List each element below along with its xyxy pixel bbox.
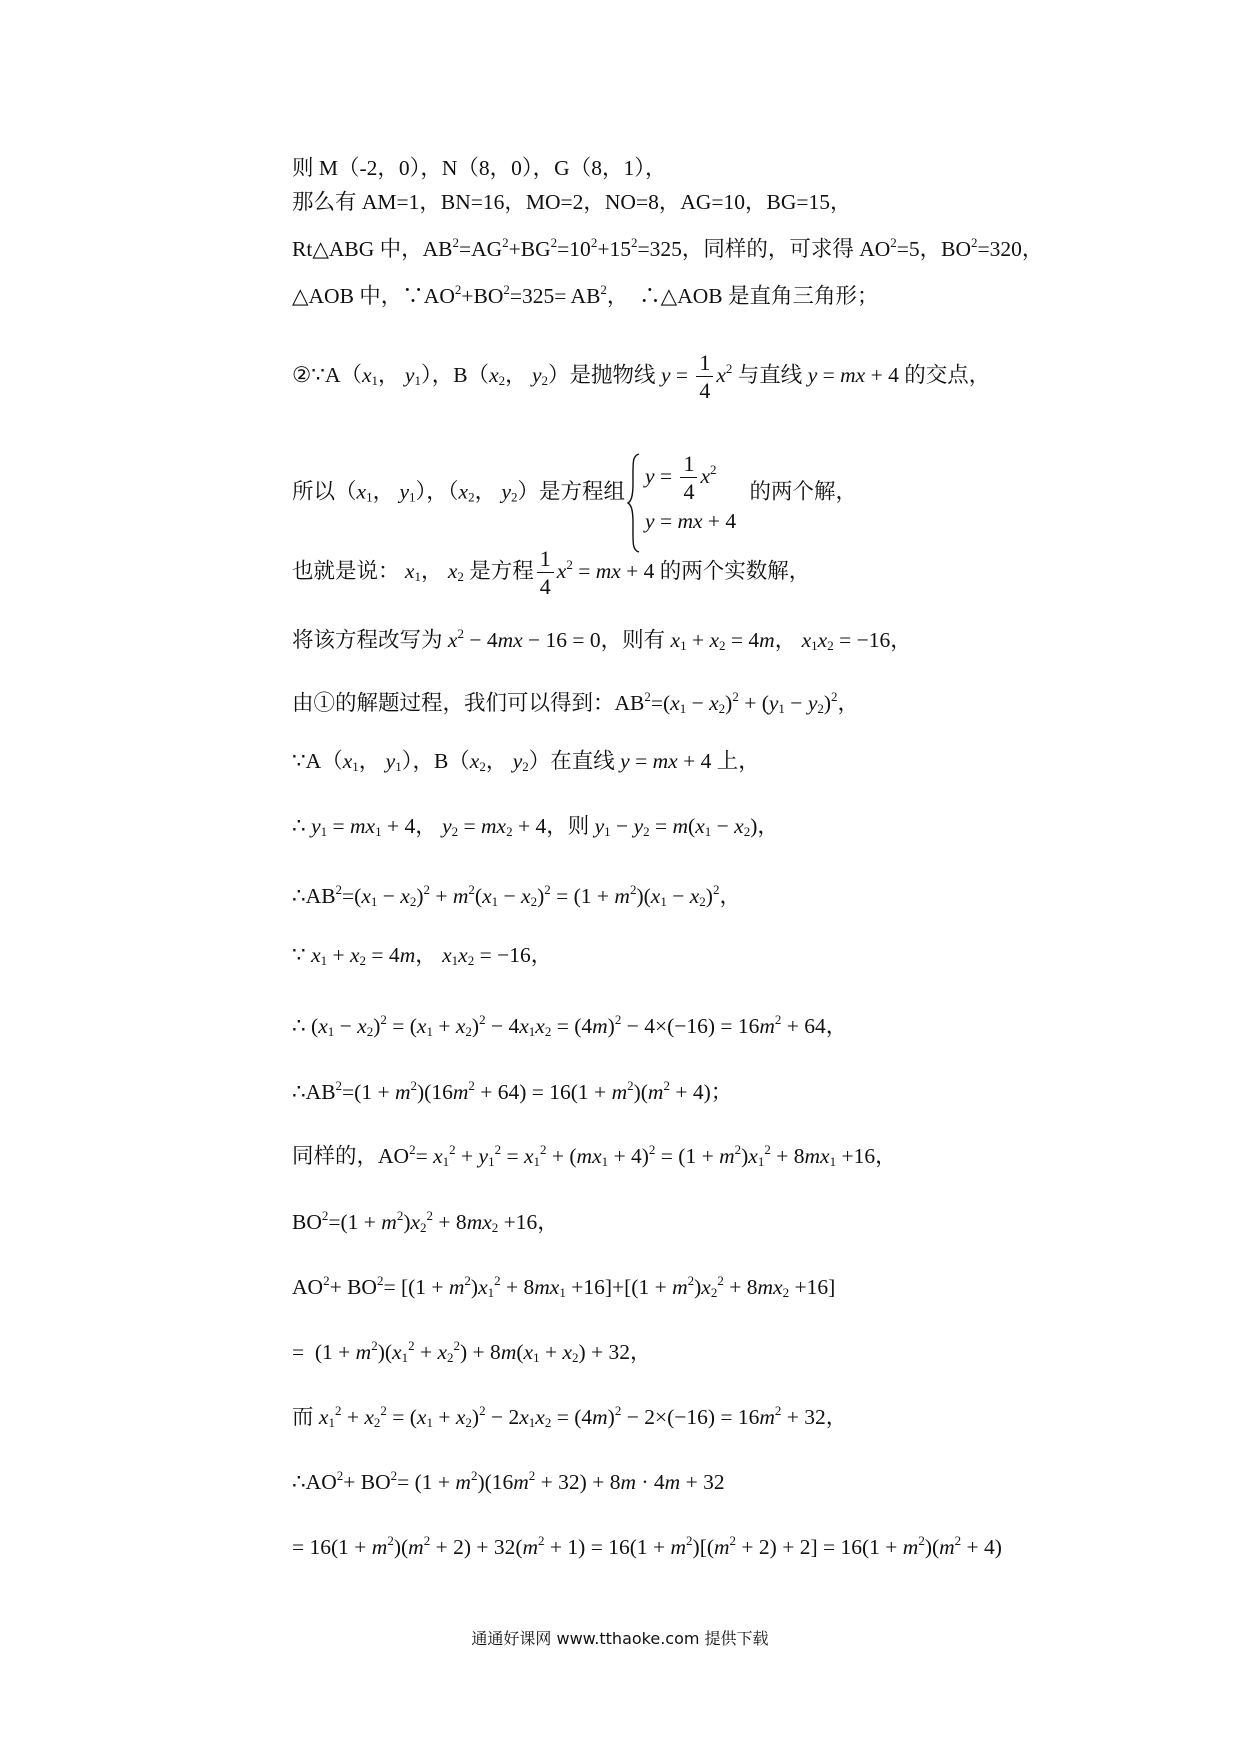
left-brace-icon bbox=[627, 453, 641, 553]
text-line-9: 由①的解题过程，我们可以得到：$AB^2=(x_1 - x_2)^2 + (y_1 - y_2)^2$， bbox=[292, 689, 860, 716]
text-line-19: = $(1 + m^2)(x_1^2 + x_2^2) + 8m(x_1 + x_2) + 32$， bbox=[292, 1338, 652, 1365]
text-line-2: 那么有 AM=1，BN=16，MO=2，NO=8，AG=10，BG=15， bbox=[292, 190, 852, 214]
fraction: $\frac{1}{4}$ bbox=[537, 548, 554, 598]
text-line-22: = $16(1 + m^2)(m^2 + 2) + 32(m^2 + 1) = 16(1 + m^2)[(m^2 + 2) + 2] = 16(1 + m^2)(m^2 + 4)$ bbox=[292, 1533, 1002, 1559]
text-line-13: ∵ $x_1 + x_2 = 4m$， $x_1x_2 = -16$， bbox=[292, 943, 553, 968]
text-line-6: 所以（$x_1$， $y_1$），（$x_2$， $y_2$）是方程组 y = $\frac{1}{4}$ $x^2$ y = mx + 4 的两个解， bbox=[292, 453, 857, 534]
text-line-16: 同样的，$AO^2= x_1^2 + y_1^2 = x_1^2 + (mx_1 + 4)^2 = (1 + m^2)x_1^2 + 8mx_1 +16$， bbox=[292, 1142, 897, 1169]
equation-system: y = $\frac{1}{4}$ $x^2$ y = mx + 4 bbox=[627, 453, 736, 534]
text-line-5: $②\because A(x_1$， $y_1$），$B(x_2$， $y_2$）是抛物线 y = $\frac{1}{4}$ $x^2$ 与直线 y = mx + 4 的交点， bbox=[292, 350, 991, 403]
text-line-12: $\therefore AB^2=(x_1 - x_2)^2 + m^2(x_1 - x_2)^2 = (1 + m^2)(x_1 - x_2)^2$， bbox=[292, 882, 741, 909]
text-line-4: △AOB 中，$\because AO^2+BO^2=325= AB^2$， ∴△AOB 是直角三角形； bbox=[292, 282, 879, 308]
text-line-3: Rt△ABG 中，$AB^2=AG^2+BG^2=10^2+15^2=325$，同样的，可求得 $AO^2=5$，$BO^2=320$， bbox=[292, 235, 1044, 261]
text-line-7: 也就是说： $x_1$， $x_2$ 是方程 $\frac{1}{4}$ $x^2$ = mx + 4 的两个实数解， bbox=[292, 546, 811, 599]
text-line-10: $\because A(x_1$， $y_1$），$B(x_2$， $y_2$）在直线 y = mx + 4 上， bbox=[292, 749, 760, 774]
text-line-1: 则 M（-2，0），N（8，0），G（8，1）， bbox=[292, 156, 667, 180]
text-line-11: ∴ $y_1 = mx_1 + 4$， $y_2 = mx_2 + 4$，则 $y_1 - y_2 = m(x_1 - x_2)$， bbox=[292, 814, 779, 839]
text-line-18: $AO^2+ BO^2= [(1 + m^2)x_1^2 + 8mx_1 +16]+[(1 + m^2)x_2^2 + 8mx_2 +16]$ bbox=[292, 1273, 836, 1300]
text-line-14: ∴ $(x_1 - x_2)^2 = (x_1 + x_2)^2 - 4x_1x_2 = (4m)^2 - 4\times(-16) = 16m^2 + 64$， bbox=[292, 1012, 848, 1039]
text-line-17: $BO^2=(1 + m^2)x_2^2 + 8mx_2 +16$， bbox=[292, 1208, 559, 1235]
text-line-15: $\therefore AB^2=(1 + m^2)(16m^2 + 64) = 16(1 + m^2)(m^2 + 4)$； bbox=[292, 1078, 733, 1104]
text-line-20: 而 $x_1^2 + x_2^2 = (x_1 + x_2)^2 - 2x_1x_2 = (4m)^2 - 2\times(-16) = 16m^2 + 32$， bbox=[292, 1403, 848, 1430]
page-footer: 通通好课网 www.tthaoke.com 提供下载 bbox=[471, 1629, 769, 1648]
text-line-8: 将该方程改写为 $x^2 - 4mx - 16 = 0$，则有 $x_1 + x_2 = 4m$， $x_1x_2 = -16$， bbox=[292, 626, 912, 653]
fraction: $\frac{1}{4}$ bbox=[696, 352, 713, 402]
text-line-21: $\therefore AO^2+ BO^2= (1 + m^2)(16m^2 + 32) + 8m \cdot 4m + 32$ bbox=[292, 1468, 725, 1494]
